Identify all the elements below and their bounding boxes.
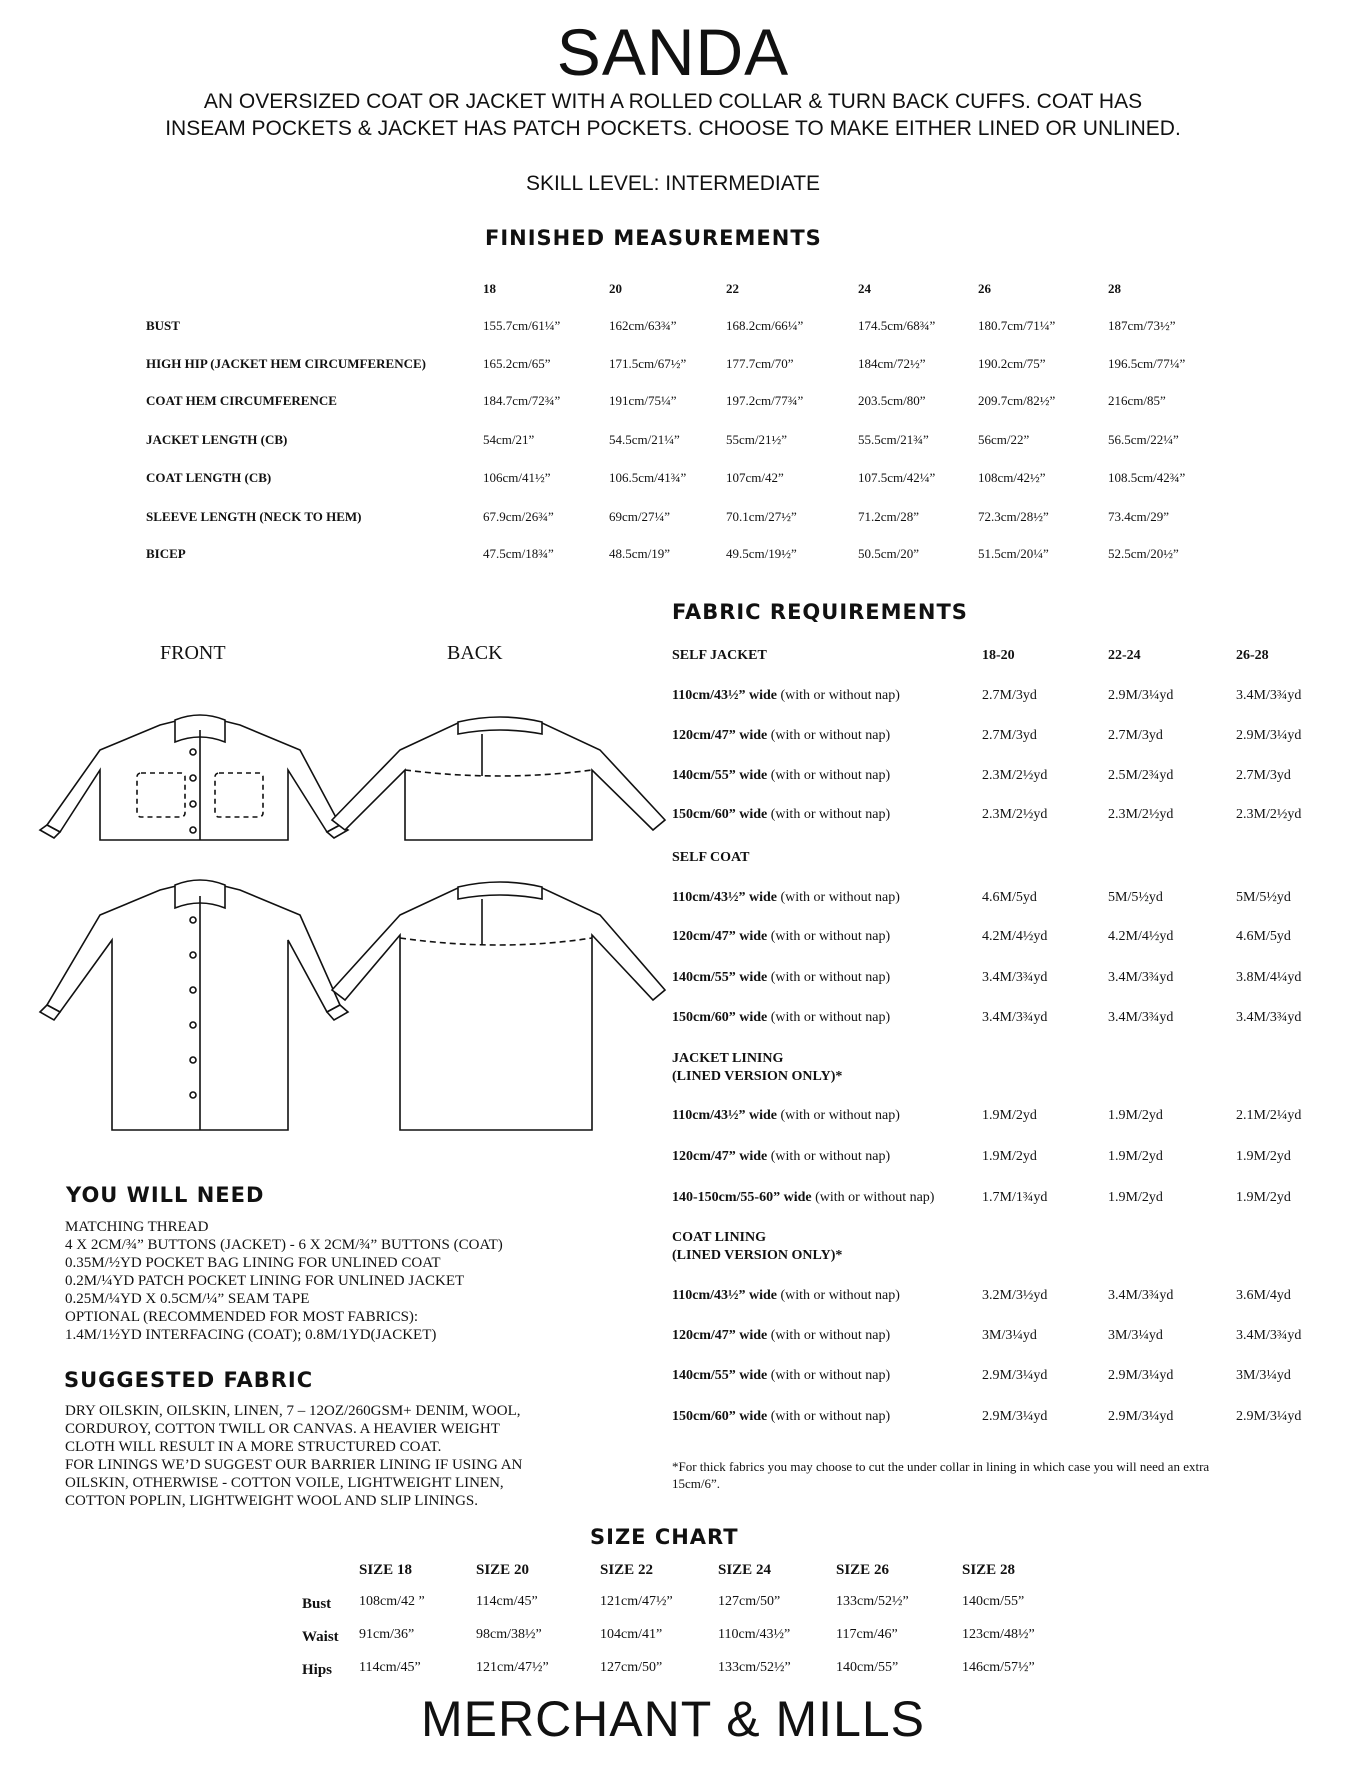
brand-logo-text: MERCHANT & MILLS — [420, 1691, 926, 1747]
fr-cell: 2.9M/3¼yd — [1108, 688, 1174, 703]
fr-width: 140cm/55” wide — [672, 1368, 768, 1383]
fr-width: 120cm/47” wide — [672, 728, 768, 743]
fr-cell: 3.6M/4yd — [1236, 1288, 1291, 1303]
fr-width: 150cm/60” wide — [672, 1010, 768, 1025]
skill-level: SKILL LEVEL: INTERMEDIATE — [525, 172, 821, 195]
fm-cell: 106cm/41½” — [483, 470, 551, 485]
fr-cell: 2.9M/3¼yd — [982, 1409, 1048, 1424]
sc-cell: 108cm/42 ” — [359, 1594, 425, 1609]
fm-cell: 191cm/75¼” — [609, 393, 677, 408]
fm-row-label: BICEP — [146, 546, 186, 561]
fm-cell: 209.7cm/82½” — [978, 393, 1056, 408]
fr-cell: 1.9M/2yd — [1108, 1190, 1163, 1205]
fr-width-label — [672, 688, 900, 704]
fr-cell: 5M/5½yd — [1108, 890, 1163, 905]
fm-cell: 54cm/21” — [483, 432, 535, 447]
fr-nap-note: (with or without nap) — [767, 1368, 891, 1383]
fr-nap-note: (with or without nap) — [767, 768, 891, 783]
fr-cell: 2.3M/2½yd — [982, 768, 1048, 783]
fm-cell: 165.2cm/65” — [483, 356, 551, 371]
fr-nap-note: (with or without nap) — [811, 1190, 935, 1205]
sc-cell: 91cm/36” — [359, 1627, 415, 1642]
fm-cell: 55cm/21½” — [726, 432, 788, 447]
sc-cell: 114cm/45” — [359, 1660, 421, 1675]
sc-cell: 133cm/52½” — [718, 1660, 791, 1675]
fm-cell: 108.5cm/42¾” — [1108, 470, 1186, 485]
fr-size-group: 18-20 — [982, 648, 1015, 663]
fr-cell: 3.4M/3¾yd — [982, 970, 1048, 985]
fm-cell: 67.9cm/26¾” — [483, 509, 554, 524]
fm-row-2 — [146, 393, 1246, 413]
fm-cell: 55.5cm/21¾” — [858, 432, 929, 447]
need-line: MATCHING THREAD — [65, 1219, 209, 1235]
finished-measurements-heading: FINISHED MEASUREMENTS — [485, 226, 822, 250]
fr-nap-note: (with or without nap) — [777, 1288, 900, 1303]
fr-section-subtitle: (LINED VERSION ONLY)* — [672, 1248, 843, 1263]
fr-cell: 2.5M/2¾yd — [1108, 768, 1174, 783]
sc-cell: 127cm/50” — [718, 1594, 781, 1609]
fr-nap-note: (with or without nap) — [767, 807, 891, 822]
fr-width: 140cm/55” wide — [672, 768, 768, 783]
fr-width: 110cm/43½” wide — [672, 688, 777, 703]
sc-row-label: Waist — [302, 1629, 339, 1645]
sc-cell: 133cm/52½” — [836, 1594, 909, 1609]
fr-width: 110cm/43½” wide — [672, 1108, 777, 1123]
fr-width-label — [672, 728, 890, 744]
sc-cell: 114cm/45” — [476, 1594, 538, 1609]
fabric-footnote-line-1: *For thick fabrics you may choose to cut the under collar in lining in which case you will need an extra — [672, 1459, 1210, 1474]
fr-cell: 2.7M/3yd — [982, 728, 1037, 743]
front-coat-drawing — [40, 880, 348, 1130]
fm-cell: 50.5cm/20” — [858, 546, 920, 561]
sc-size-header: SIZE 20 — [476, 1562, 529, 1578]
fr-nap-note: (with or without nap) — [767, 1328, 891, 1343]
fm-cell: 52.5cm/20½” — [1108, 546, 1179, 561]
fm-cell: 48.5cm/19” — [609, 546, 671, 561]
sc-size-header: SIZE 28 — [962, 1562, 1015, 1578]
fr-cell: 2.1M/2¼yd — [1236, 1108, 1302, 1123]
fr-width-label — [672, 1149, 890, 1165]
fr-cell: 1.9M/2yd — [982, 1149, 1037, 1164]
fm-cell: 51.5cm/20¼” — [978, 546, 1049, 561]
fr-size-group: 22-24 — [1108, 648, 1141, 663]
sc-cell: 117cm/46” — [836, 1627, 898, 1642]
fr-cell: 2.9M/3¼yd — [1108, 1368, 1174, 1383]
fr-cell: 3.4M/3¾yd — [1236, 688, 1302, 703]
fr-cell: 1.9M/2yd — [1108, 1108, 1163, 1123]
fr-cell: 3.8M/4¼yd — [1236, 970, 1302, 985]
fabric-line: COTTON POPLIN, LIGHTWEIGHT WOOL AND SLIP LININGS. — [65, 1493, 479, 1509]
fr-cell: 3M/3¼yd — [1108, 1328, 1163, 1343]
fr-section-subtitle: (LINED VERSION ONLY)* — [672, 1069, 843, 1084]
fr-width-label — [672, 1010, 890, 1026]
sc-cell: 121cm/47½” — [476, 1660, 549, 1675]
fm-cell: 190.2cm/75” — [978, 356, 1046, 371]
fr-width: 140-150cm/55-60” wide — [672, 1190, 812, 1205]
sc-cell: 98cm/38½” — [476, 1627, 542, 1642]
fr-cell: 3M/3¼yd — [982, 1328, 1037, 1343]
sc-size-header: SIZE 26 — [836, 1562, 889, 1578]
fm-cell: 184.7cm/72¾” — [483, 393, 561, 408]
fr-cell: 4.2M/4½yd — [982, 929, 1048, 944]
fm-cell: 216cm/85” — [1108, 393, 1166, 408]
fm-cell: 155.7cm/61¼” — [483, 318, 561, 333]
suggested-fabric-text — [65, 1402, 522, 1510]
fm-cell: 47.5cm/18¾” — [483, 546, 554, 561]
sc-row-label: Hips — [302, 1662, 333, 1678]
fr-width-label — [672, 1368, 890, 1384]
you-will-need-heading: YOU WILL NEED — [66, 1183, 265, 1207]
fm-row-6 — [146, 546, 1246, 566]
fm-size-label: 20 — [609, 281, 622, 296]
you-will-need-list — [65, 1218, 503, 1344]
subtitle-line-1: AN OVERSIZED COAT OR JACKET WITH A ROLLED COLLAR & TURN BACK CUFFS. COAT HAS — [203, 90, 1143, 113]
fm-cell: 107.5cm/42¼” — [858, 470, 936, 485]
need-line: 1.4M/1½YD INTERFACING (COAT); 0.8M/1YD(JACKET) — [65, 1327, 437, 1343]
fr-width: 150cm/60” wide — [672, 1409, 768, 1424]
fr-nap-note: (with or without nap) — [767, 1149, 891, 1164]
fm-cell: 171.5cm/67½” — [609, 356, 687, 371]
fr-cell: 3.4M/3¾yd — [1236, 1010, 1302, 1025]
sc-cell: 127cm/50” — [600, 1660, 663, 1675]
need-line: 0.25M/¼YD X 0.5CM/¼” SEAM TAPE — [65, 1291, 310, 1307]
front-label: FRONT — [160, 642, 226, 664]
sc-cell: 110cm/43½” — [718, 1627, 791, 1642]
fm-cell: 197.2cm/77¾” — [726, 393, 804, 408]
fm-cell: 177.7cm/70” — [726, 356, 794, 371]
need-line: OPTIONAL (RECOMMENDED FOR MOST FABRICS): — [65, 1309, 419, 1325]
fr-cell: 1.9M/2yd — [1108, 1149, 1163, 1164]
subtitle-line-2: INSEAM POCKETS & JACKET HAS PATCH POCKETS. CHOOSE TO MAKE EITHER LINED OR UNLINED. — [165, 117, 1181, 140]
fr-cell: 3.4M/3¾yd — [1108, 970, 1174, 985]
fm-cell: 54.5cm/21¼” — [609, 432, 680, 447]
fm-row-label: JACKET LENGTH (CB) — [146, 432, 288, 447]
fm-row-3 — [146, 432, 1246, 452]
fabric-line: CORDUROY, COTTON TWILL OR CANVAS. A HEAVIER WEIGHT — [65, 1421, 500, 1437]
fabric-line: CLOTH WILL RESULT IN A MORE STRUCTURED COAT. — [65, 1439, 442, 1455]
sc-cell: 140cm/55” — [836, 1660, 899, 1675]
fr-cell: 3.4M/3¾yd — [1236, 1328, 1302, 1343]
fr-width: 110cm/43½” wide — [672, 1288, 777, 1303]
fr-nap-note: (with or without nap) — [767, 970, 891, 985]
sc-cell: 146cm/57½” — [962, 1660, 1035, 1675]
fabric-footnote — [672, 1458, 1312, 1492]
sc-cell: 123cm/48½” — [962, 1627, 1035, 1642]
need-line: 0.35M/½YD POCKET BAG LINING FOR UNLINED COAT — [65, 1255, 441, 1271]
fm-cell: 106.5cm/41¾” — [609, 470, 687, 485]
fr-width-label — [672, 890, 900, 906]
fr-cell: 4.2M/4½yd — [1108, 929, 1174, 944]
fabric-line: DRY OILSKIN, OILSKIN, LINEN, 7 – 12OZ/260GSM+ DENIM, WOOL, — [65, 1403, 521, 1419]
back-label: BACK — [447, 642, 503, 664]
page-title: SANDA — [556, 15, 790, 89]
fm-row-label: BUST — [146, 318, 180, 333]
fr-cell: 2.7M/3yd — [1236, 768, 1291, 783]
fr-width-label — [672, 768, 890, 784]
fm-cell: 73.4cm/29” — [1108, 509, 1170, 524]
fm-cell: 196.5cm/77¼” — [1108, 356, 1186, 371]
fr-cell: 3.2M/3½yd — [982, 1288, 1048, 1303]
fr-width: 140cm/55” wide — [672, 970, 768, 985]
fr-cell: 2.9M/3¼yd — [1236, 1409, 1302, 1424]
fm-cell: 107cm/42” — [726, 470, 784, 485]
fr-size-group: 26-28 — [1236, 648, 1269, 663]
size-chart-heading: SIZE CHART — [590, 1525, 739, 1549]
fm-row-label: COAT LENGTH (CB) — [146, 470, 272, 485]
fr-width-label — [672, 970, 890, 986]
fm-row-label: SLEEVE LENGTH (NECK TO HEM) — [146, 509, 362, 524]
fr-width-label — [672, 1328, 890, 1344]
fm-cell: 180.7cm/71¼” — [978, 318, 1056, 333]
fm-cell: 174.5cm/68¾” — [858, 318, 936, 333]
suggested-fabric-heading: SUGGESTED FABRIC — [64, 1368, 314, 1392]
fm-cell: 69cm/27¼” — [609, 509, 671, 524]
fr-cell: 3.4M/3¾yd — [982, 1010, 1048, 1025]
fm-size-label: 24 — [858, 281, 871, 296]
fm-cell: 70.1cm/27½” — [726, 509, 797, 524]
fr-cell: 4.6M/5yd — [1236, 929, 1291, 944]
fm-size-label: 18 — [483, 281, 496, 296]
fr-nap-note: (with or without nap) — [777, 890, 900, 905]
front-jacket-drawing — [40, 715, 348, 840]
fr-nap-note: (with or without nap) — [767, 929, 891, 944]
fr-cell: 1.9M/2yd — [1236, 1149, 1291, 1164]
fr-cell: 2.3M/2½yd — [1108, 807, 1174, 822]
fm-cell: 203.5cm/80” — [858, 393, 926, 408]
sc-cell: 121cm/47½” — [600, 1594, 673, 1609]
fr-nap-note: (with or without nap) — [767, 1010, 891, 1025]
fr-width: 150cm/60” wide — [672, 807, 768, 822]
fr-width-label — [672, 929, 890, 945]
fr-section-title: SELF COAT — [672, 850, 750, 865]
fabric-line: OILSKIN, OTHERWISE - COTTON VOILE, LIGHTWEIGHT LINEN, — [65, 1475, 504, 1491]
fr-cell: 2.3M/2½yd — [982, 807, 1048, 822]
fr-cell: 2.7M/3yd — [1108, 728, 1163, 743]
fm-row-1 — [146, 356, 1246, 376]
sc-cell: 104cm/41” — [600, 1627, 663, 1642]
fr-cell: 3.4M/3¾yd — [1108, 1010, 1174, 1025]
fr-cell: 1.7M/1¾yd — [982, 1190, 1048, 1205]
need-line: 0.2M/¼YD PATCH POCKET LINING FOR UNLINED JACKET — [65, 1273, 465, 1289]
sc-cell: 140cm/55” — [962, 1594, 1025, 1609]
fr-cell: 2.9M/3¼yd — [1108, 1409, 1174, 1424]
sc-size-header: SIZE 18 — [359, 1562, 412, 1578]
fm-row-label: HIGH HIP (JACKET HEM CIRCUMFERENCE) — [146, 356, 426, 371]
fr-width-label — [672, 1288, 900, 1304]
fr-nap-note: (with or without nap) — [777, 1108, 900, 1123]
fm-row-label: COAT HEM CIRCUMFERENCE — [146, 393, 337, 408]
fr-cell: 1.9M/2yd — [1236, 1190, 1291, 1205]
need-line: 4 X 2CM/¾” BUTTONS (JACKET) - 6 X 2CM/¾” BUTTONS (COAT) — [65, 1237, 503, 1253]
back-jacket-drawing — [332, 717, 665, 840]
fabric-line: FOR LININGS WE’D SUGGEST OUR BARRIER LINING IF USING AN — [65, 1457, 523, 1473]
fr-section-title: SELF JACKET — [672, 648, 767, 663]
fm-row-5 — [146, 509, 1246, 529]
fr-cell: 3.4M/3¾yd — [1108, 1288, 1174, 1303]
sc-size-header: SIZE 22 — [600, 1562, 653, 1578]
sc-size-header: SIZE 24 — [718, 1562, 771, 1578]
fm-size-label: 26 — [978, 281, 991, 296]
fm-cell: 162cm/63¾” — [609, 318, 677, 333]
fm-cell: 168.2cm/66¼” — [726, 318, 804, 333]
back-coat-drawing — [332, 882, 665, 1130]
fr-nap-note: (with or without nap) — [777, 688, 900, 703]
fr-width: 120cm/47” wide — [672, 1149, 768, 1164]
fr-width-label — [672, 807, 890, 823]
fm-cell: 72.3cm/28½” — [978, 509, 1049, 524]
fr-width-label — [672, 1190, 934, 1206]
fm-size-label: 28 — [1108, 281, 1121, 296]
fr-cell: 3M/3¼yd — [1236, 1368, 1291, 1383]
fm-row-4 — [146, 470, 1246, 490]
fr-nap-note: (with or without nap) — [767, 1409, 891, 1424]
fr-nap-note: (with or without nap) — [767, 728, 891, 743]
fm-cell: 56cm/22” — [978, 432, 1030, 447]
fr-cell: 2.9M/3¼yd — [1236, 728, 1302, 743]
fm-size-header — [146, 281, 1246, 301]
fabric-footnote-line-2: 15cm/6”. — [672, 1476, 721, 1491]
fr-cell: 2.3M/2½yd — [1236, 807, 1302, 822]
fm-cell: 49.5cm/19½” — [726, 546, 797, 561]
fm-cell: 71.2cm/28” — [858, 509, 920, 524]
fr-cell: 2.7M/3yd — [982, 688, 1037, 703]
fr-section-title: JACKET LINING — [672, 1051, 784, 1066]
garment-illustrations — [10, 670, 670, 1150]
fm-cell: 108cm/42½” — [978, 470, 1046, 485]
fr-cell: 5M/5½yd — [1236, 890, 1291, 905]
fr-width: 120cm/47” wide — [672, 929, 768, 944]
fr-width: 110cm/43½” wide — [672, 890, 777, 905]
fr-width-label — [672, 1409, 890, 1425]
fabric-requirements-heading: FABRIC REQUIREMENTS — [672, 600, 968, 624]
fr-section-title: COAT LINING — [672, 1230, 767, 1245]
fr-cell: 2.9M/3¼yd — [982, 1368, 1048, 1383]
sc-row-label: Bust — [302, 1596, 332, 1612]
fm-cell: 187cm/73½” — [1108, 318, 1176, 333]
fr-cell: 4.6M/5yd — [982, 890, 1037, 905]
fr-width-label — [672, 1108, 900, 1124]
fr-width: 120cm/47” wide — [672, 1328, 768, 1343]
fm-row-0 — [146, 318, 1246, 338]
fr-cell: 1.9M/2yd — [982, 1108, 1037, 1123]
subtitle — [0, 88, 1346, 142]
fm-size-label: 22 — [726, 281, 739, 296]
fm-cell: 184cm/72½” — [858, 356, 926, 371]
fm-cell: 56.5cm/22¼” — [1108, 432, 1179, 447]
